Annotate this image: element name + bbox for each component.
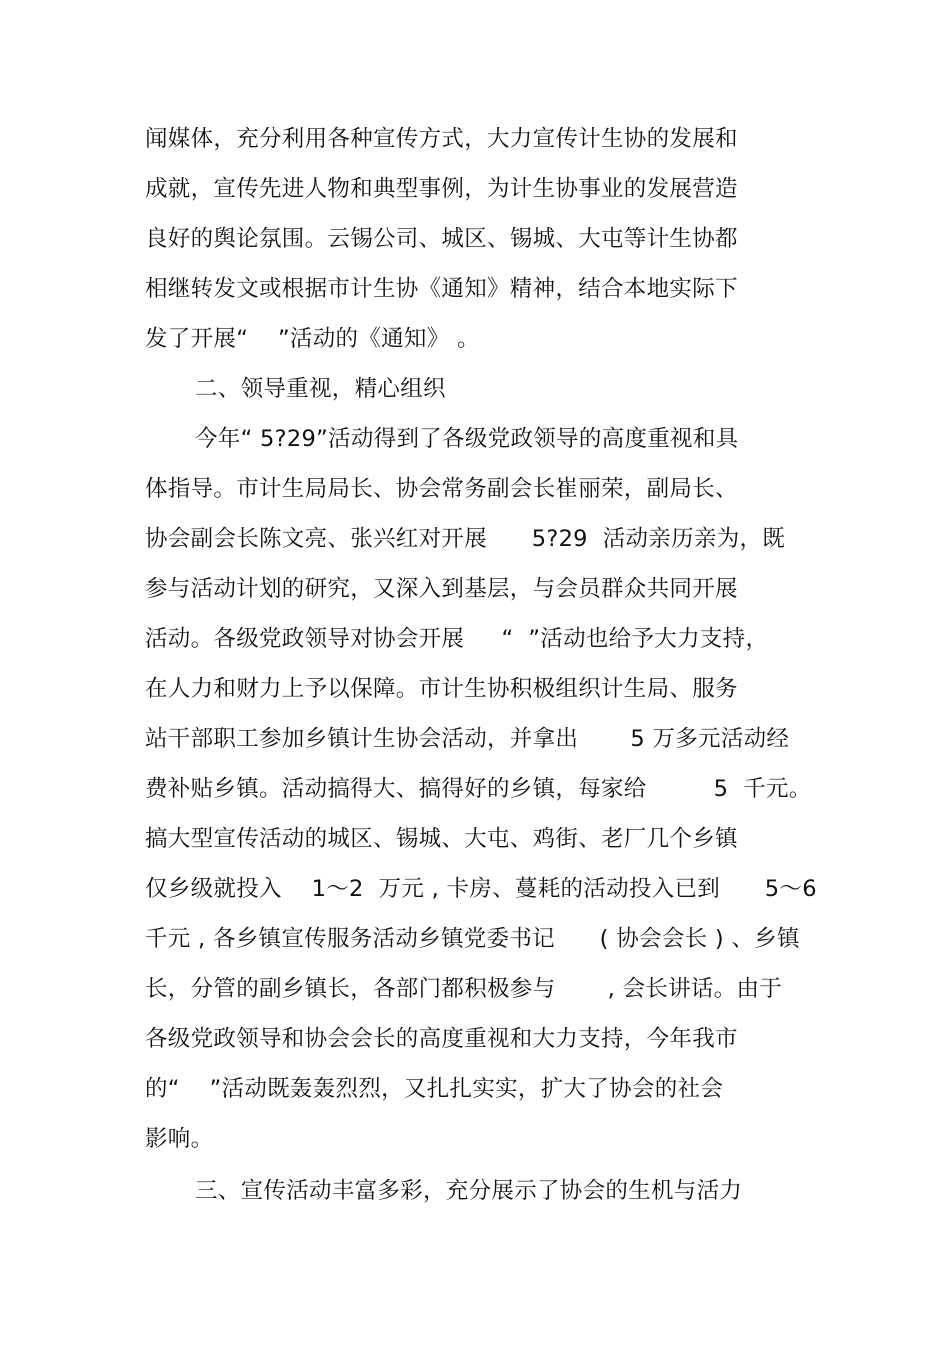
section-heading-3: 三、宣传活动丰富多彩，充分展示了协会的生机与活力 bbox=[195, 1178, 743, 1204]
paragraph-line-19: 各级党政领导和协会会长的高度重视和大力支持，今年我市 bbox=[145, 1026, 738, 1052]
paragraph-line-14: 费补贴乡镇。活动搞得大、搞得好的乡镇，每家给 5 千元。 bbox=[145, 776, 812, 802]
paragraph-line-9: 协会副会长陈文亮、张兴红对开展 5?29 活动亲历亲为，既 bbox=[145, 526, 786, 552]
paragraph-line-8: 体指导。市计生局局长、协会常务副会长崔丽荣，副局长、 bbox=[145, 476, 738, 502]
paragraph-line-18: 长，分管的副乡镇长，各部门都积极参与 , 会长讲话。由于 bbox=[145, 976, 783, 1002]
paragraph-line-15: 搞大型宣传活动的城区、锡城、大屯、鸡街、老厂几个乡镇 bbox=[145, 826, 738, 852]
paragraph-line-21: 影响。 bbox=[145, 1126, 214, 1152]
paragraph-line-20: 的“ ”活动既轰轰烈烈，又扎扎实实，扩大了协会的社会 bbox=[145, 1076, 724, 1102]
paragraph-line-2: 成就，宣传先进人物和典型事例，为计生协事业的发展营造 bbox=[145, 176, 738, 202]
paragraph-line-12: 在人力和财力上予以保障。市计生协积极组织计生局、服务 bbox=[145, 676, 738, 702]
section-heading-2: 二、领导重视，精心组织 bbox=[195, 376, 446, 402]
paragraph-line-13: 站干部职工参加乡镇计生协会活动，并拿出 5 万多元活动经 bbox=[145, 726, 790, 752]
paragraph-line-1: 闻媒体，充分利用各种宣传方式，大力宣传计生协的发展和 bbox=[145, 126, 738, 152]
paragraph-line-17: 千元 , 各乡镇宣传服务活动乡镇党委书记 ( 协会会长 ) 、乡镇 bbox=[145, 926, 800, 952]
paragraph-line-11: 活动。各级党政领导对协会开展 “ ”活动也给予大力支持， bbox=[145, 626, 769, 652]
paragraph-line-4: 相继转发文或根据市计生协《通知》精神，结合本地实际下 bbox=[145, 276, 738, 302]
paragraph-line-7: 今年“ 5?29”活动得到了各级党政领导的高度重视和具 bbox=[195, 426, 739, 452]
paragraph-line-16: 仅乡级就投入 1～2 万元 , 卡房、蔓耗的活动投入已到 5～6 bbox=[145, 876, 817, 902]
paragraph-line-10: 参与活动计划的研究，又深入到基层，与会员群众共同开展 bbox=[145, 576, 738, 602]
paragraph-line-3: 良好的舆论氛围。云锡公司、城区、锡城、大屯等计生协都 bbox=[145, 226, 738, 252]
paragraph-line-5: 发了开展“ ”活动的《通知》 。 bbox=[145, 326, 480, 352]
